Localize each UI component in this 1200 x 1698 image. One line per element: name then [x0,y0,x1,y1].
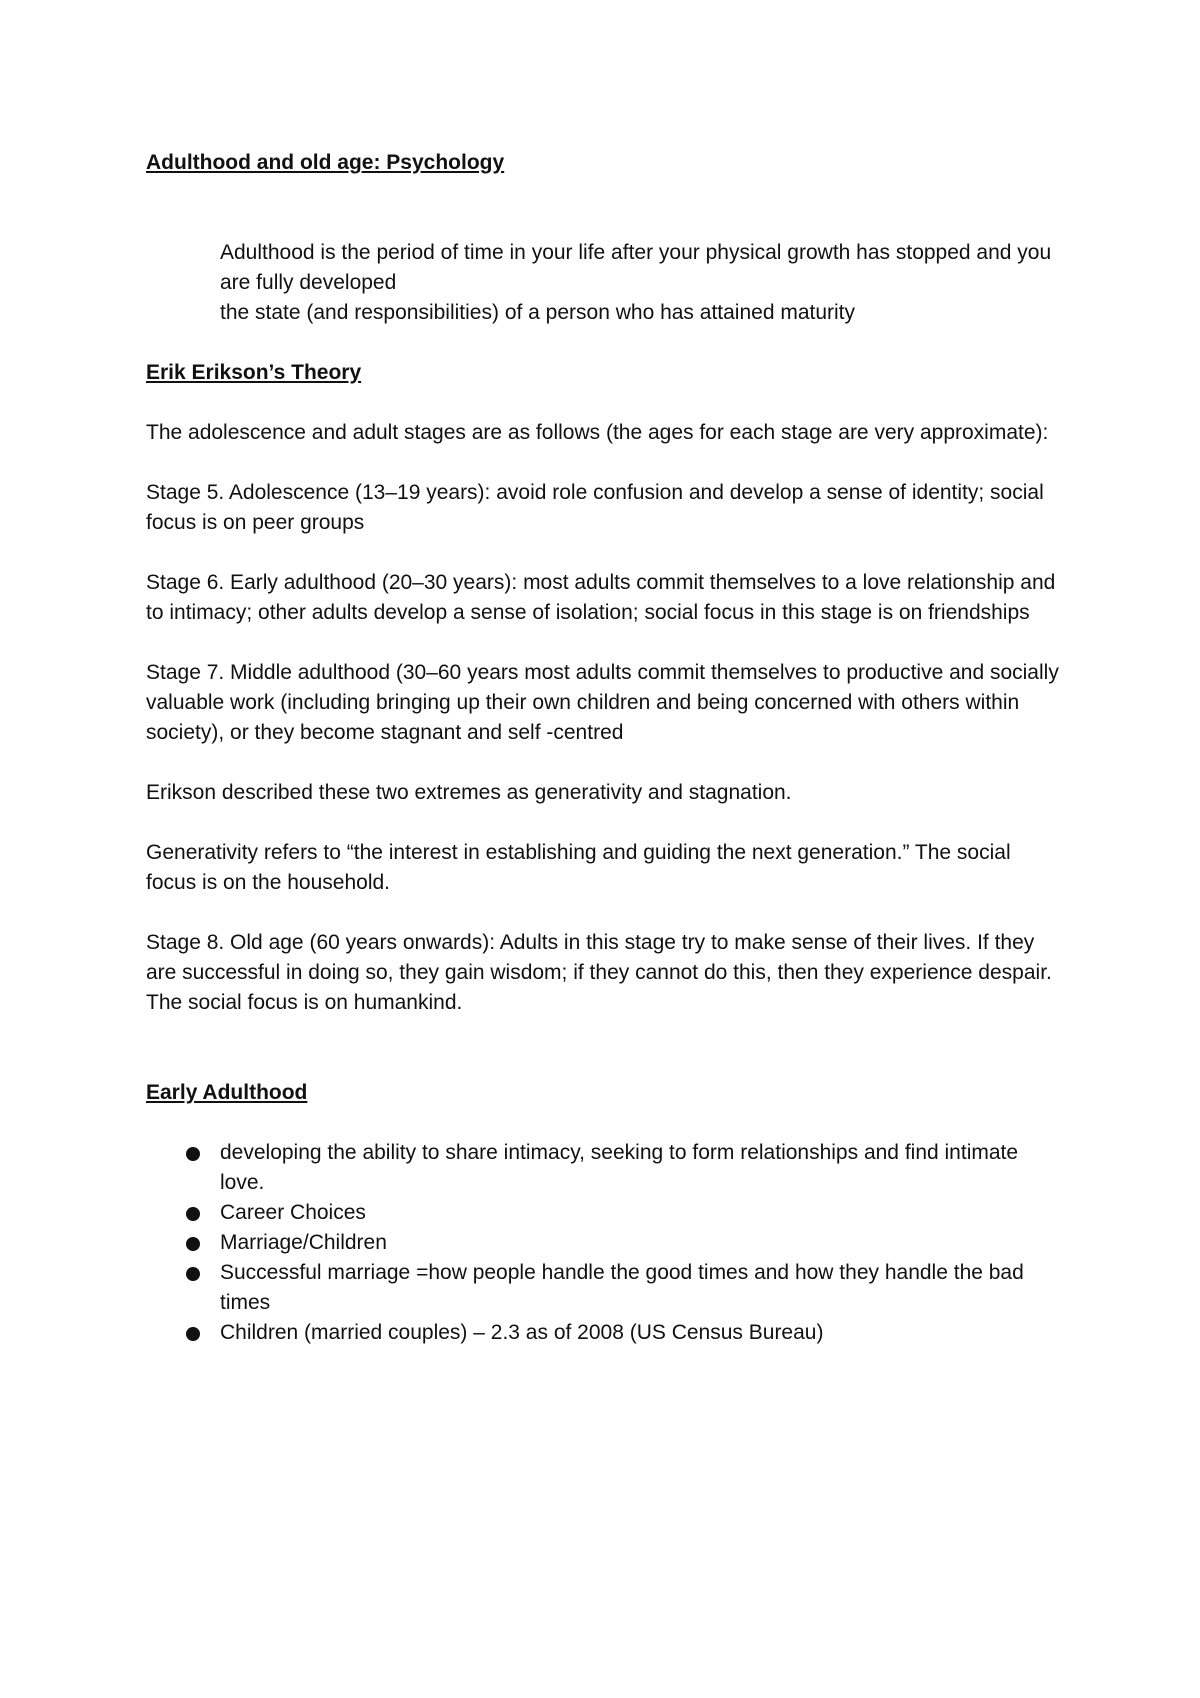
stage-5-paragraph: Stage 5. Adolescence (13–19 years): avoid role confusion and develop a sense of identity; social focus is on peer groups [146,481,1044,534]
definition-2: the state (and responsibilities) of a person who has attained maturity [220,301,856,324]
bullet-icon [186,1207,200,1221]
document-page [146,148,1066,1348]
list-item-text: Successful marriage =how people handle the good times and how they handle the bad times [220,1261,1024,1314]
list-item-text: Career Choices [220,1201,366,1224]
stage-6-paragraph: Stage 6. Early adulthood (20–30 years): most adults commit themselves to a love relationship and to intimacy; other adults develop a sense of isolation; social focus in this stage is on friendships [146,571,1056,624]
list-item-text: Marriage/Children [220,1231,387,1254]
list-item [146,1138,1066,1198]
bullet-icon [186,1237,200,1251]
definition-1: Adulthood is the period of time in your life after your physical growth has stopped and you are fully developed [220,241,1052,294]
stage-8-paragraph: Stage 8. Old age (60 years onwards): Adults in this stage try to make sense of their lives. If they are successful in doing so, they gain wisdom; if they cannot do this, then they experience despair. The social focus is on humankind. [146,931,1052,1014]
list-item [146,1318,1066,1348]
list-item-text: Children (married couples) – 2.3 as of 2008 (US Census Bureau) [220,1321,824,1344]
erikson-heading: Erik Erikson’s Theory [146,361,362,384]
list-item [146,1258,1066,1318]
bullet-icon [186,1267,200,1281]
list-item [146,1228,1066,1258]
list-item [146,1198,1066,1228]
erikson-intro: The adolescence and adult stages are as follows (the ages for each stage are very approximate): [146,421,1049,444]
list-item-text: developing the ability to share intimacy, seeking to form relationships and find intimate love. [220,1141,1019,1194]
document-title: Adulthood and old age: Psychology [146,151,505,174]
bullet-icon [186,1147,200,1161]
extremes-paragraph: Erikson described these two extremes as generativity and stagnation. [146,781,792,804]
generativity-paragraph: Generativity refers to “the interest in establishing and guiding the next generation.” The social focus is on the household. [146,841,1011,894]
early-adulthood-heading: Early Adulthood [146,1081,308,1104]
early-adulthood-list [146,1138,1066,1348]
bullet-icon [186,1327,200,1341]
stage-7-paragraph: Stage 7. Middle adulthood (30–60 years most adults commit themselves to productive and socially valuable work (including bringing up their own children and being concerned with others within society), or they become stagnant and self -centred [146,661,1059,744]
